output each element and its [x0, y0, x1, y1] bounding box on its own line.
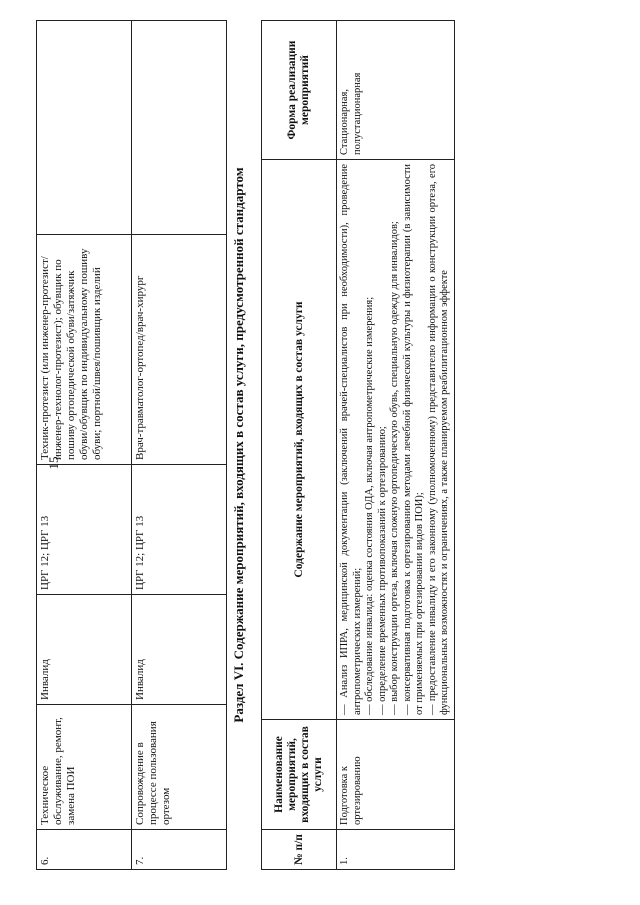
header-number: № п/п	[262, 830, 337, 870]
service-name: Сопровождение в процессе пользования ортезом	[132, 705, 227, 830]
header-row	[262, 21, 337, 870]
continuation-table	[36, 20, 227, 870]
row-number: 7.	[132, 830, 227, 870]
section-title: Раздел VI. Содержание мероприятий, входящих в состав услуги, предусмотренной стандартом	[231, 167, 246, 723]
header-content: Содержание мероприятий, входящих в состав услуги	[262, 160, 337, 720]
content-item: — Анализ ИПРА, медицинской документации (заключений врачей-специалистов при необходимости), проведение антропометрических измерений;	[339, 164, 363, 715]
row-number: 1.	[337, 830, 455, 870]
empty-cell	[37, 21, 132, 235]
page-number: 15	[46, 456, 61, 470]
empty-cell	[132, 21, 227, 235]
content-item: — предоставление инвалиду и его законному (уполномоченному) представителю информации о конструкции ортеза, его функциональных возможностях и ограничениях, а также планируемом реабилитационном эффекте	[426, 164, 450, 715]
group-codes: ЦРГ 12; ЦРГ 13	[37, 465, 132, 595]
row-number: 6.	[37, 830, 132, 870]
specialists: Врач-травматолог-ортопед/врач-хирург	[132, 235, 227, 465]
service-name: Техническое обслуживание, ремонт, замена ПОИ	[37, 705, 132, 830]
content-item: — определение временных противопоказаний к ортезированию;	[376, 426, 388, 715]
specialists: Техник-протезист (или инженер-протезист/инженер-технолог-протезист); обувщик по пошиву ортопедической обуви/затяжчик обуви/обувщик по индивидуальному пошиву обуви; портной/швея/пошивщик изделий	[37, 235, 132, 465]
implementation-form: Стационарная, полустационарная	[337, 21, 455, 160]
recipient-category: Инвалид	[37, 595, 132, 705]
group-codes: ЦРГ 12; ЦРГ 13	[132, 465, 227, 595]
table-row	[337, 21, 455, 870]
header-name: Наименование мероприятий, входящих в состав услуги	[262, 720, 337, 830]
rotated-page-content	[26, 20, 616, 870]
table-row	[132, 21, 227, 870]
content-item: — обследование инвалида: оценка состояния ОДА, включая антропометрические измерения;	[364, 296, 375, 715]
activities-table	[261, 20, 455, 870]
content-item: — консервативная подготовка к ортезированию методами лечебной физической культуры и физиотерапии (в зависимости от применяемых при ортезировании видов ПОИ);	[401, 164, 425, 715]
recipient-category: Инвалид	[132, 595, 227, 705]
header-form: Форма реализации мероприятий	[262, 21, 337, 160]
content-item: — выбор конструкции ортеза, включая сложную ортопедическую обувь, специальную одежду для инвалидов;	[389, 221, 400, 715]
table-row	[37, 21, 132, 870]
activity-content	[337, 160, 455, 720]
activity-name: Подготовка к ортезированию	[337, 720, 455, 830]
